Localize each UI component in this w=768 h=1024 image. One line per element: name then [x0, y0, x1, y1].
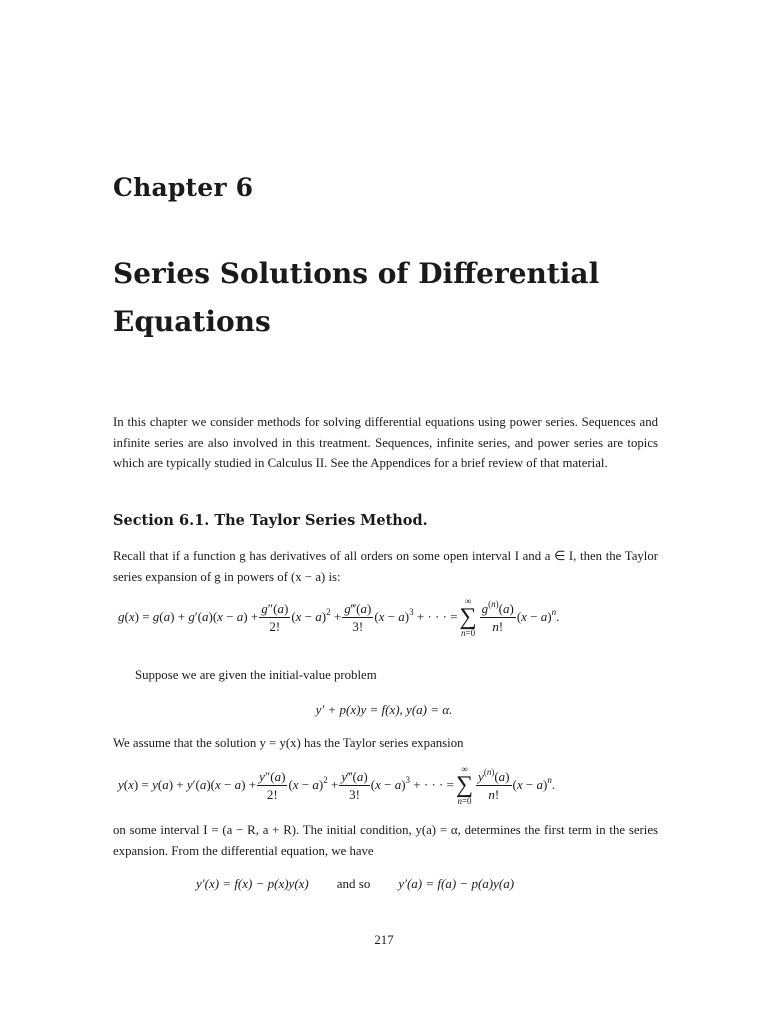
suppose-paragraph: Suppose we are given the initial-value problem	[135, 668, 377, 682]
interval-paragraph: on some interval I = (a − R, a + R). The initial condition, y(a) = α, determines the first term in the series expansion. From the differential equation, we have	[113, 823, 658, 858]
assume-paragraph: We assume that the solution y = y(x) has the Taylor series expansion	[113, 736, 464, 750]
recall-paragraph: Recall that if a function g has derivatives of all orders on some open interval I and a ∈ I, then the Taylor series expansion of g in powers of (x − a) is:	[113, 549, 658, 584]
intro-paragraph: In this chapter we consider methods for solving differential equations using power series. Sequences and infinite series are also involved in this treatment. Sequences, infinite series, and power series are topics which are typically studied in Calculus II. See the Appendices for a brief review of that material.	[113, 415, 658, 470]
chapter-label: Chapter 6	[113, 173, 254, 202]
derivative-equation-middle: and so	[336, 876, 371, 891]
derivative-equation	[196, 876, 514, 892]
taylor-series-y-equation: y(x) = y(a) + y′(a)(x − a) + $\frac{y''(a)}{2!}$ $(x - a)^2$ + $\frac{y‴(a)}{3!}$ $(x - a)^3$ + · · · = ∞ ∑ n=0 $\frac{y^{(n)}(a)}{n!}$ $(x - a)^n$.	[118, 764, 556, 806]
chapter-title: Series Solutions of Differential Equations	[113, 257, 600, 338]
section-heading: Section 6.1. The Taylor Series Method.	[113, 512, 428, 529]
derivative-equation-right: y′(a) = f(a) − p(a)y(a)	[398, 876, 515, 891]
taylor-series-g-equation: g(x) = g(a) + g′(a)(x − a) + $\frac{g''(a)}{2!}$ $(x - a)^2$ + $\frac{g‴(a)}{3!}$ $(x - a)^3$ + · · · = ∞ ∑ n=0 $\frac{g^{(n)}(a)}{n!}$ $(x - a)^n$.	[118, 596, 560, 638]
initial-value-problem: y′ + p(x)y = f(x), y(a) = α.	[315, 702, 453, 717]
page-number: 217	[374, 933, 394, 947]
derivative-equation-left: y′(x) = f(x) − p(x)y(x)	[196, 876, 309, 891]
